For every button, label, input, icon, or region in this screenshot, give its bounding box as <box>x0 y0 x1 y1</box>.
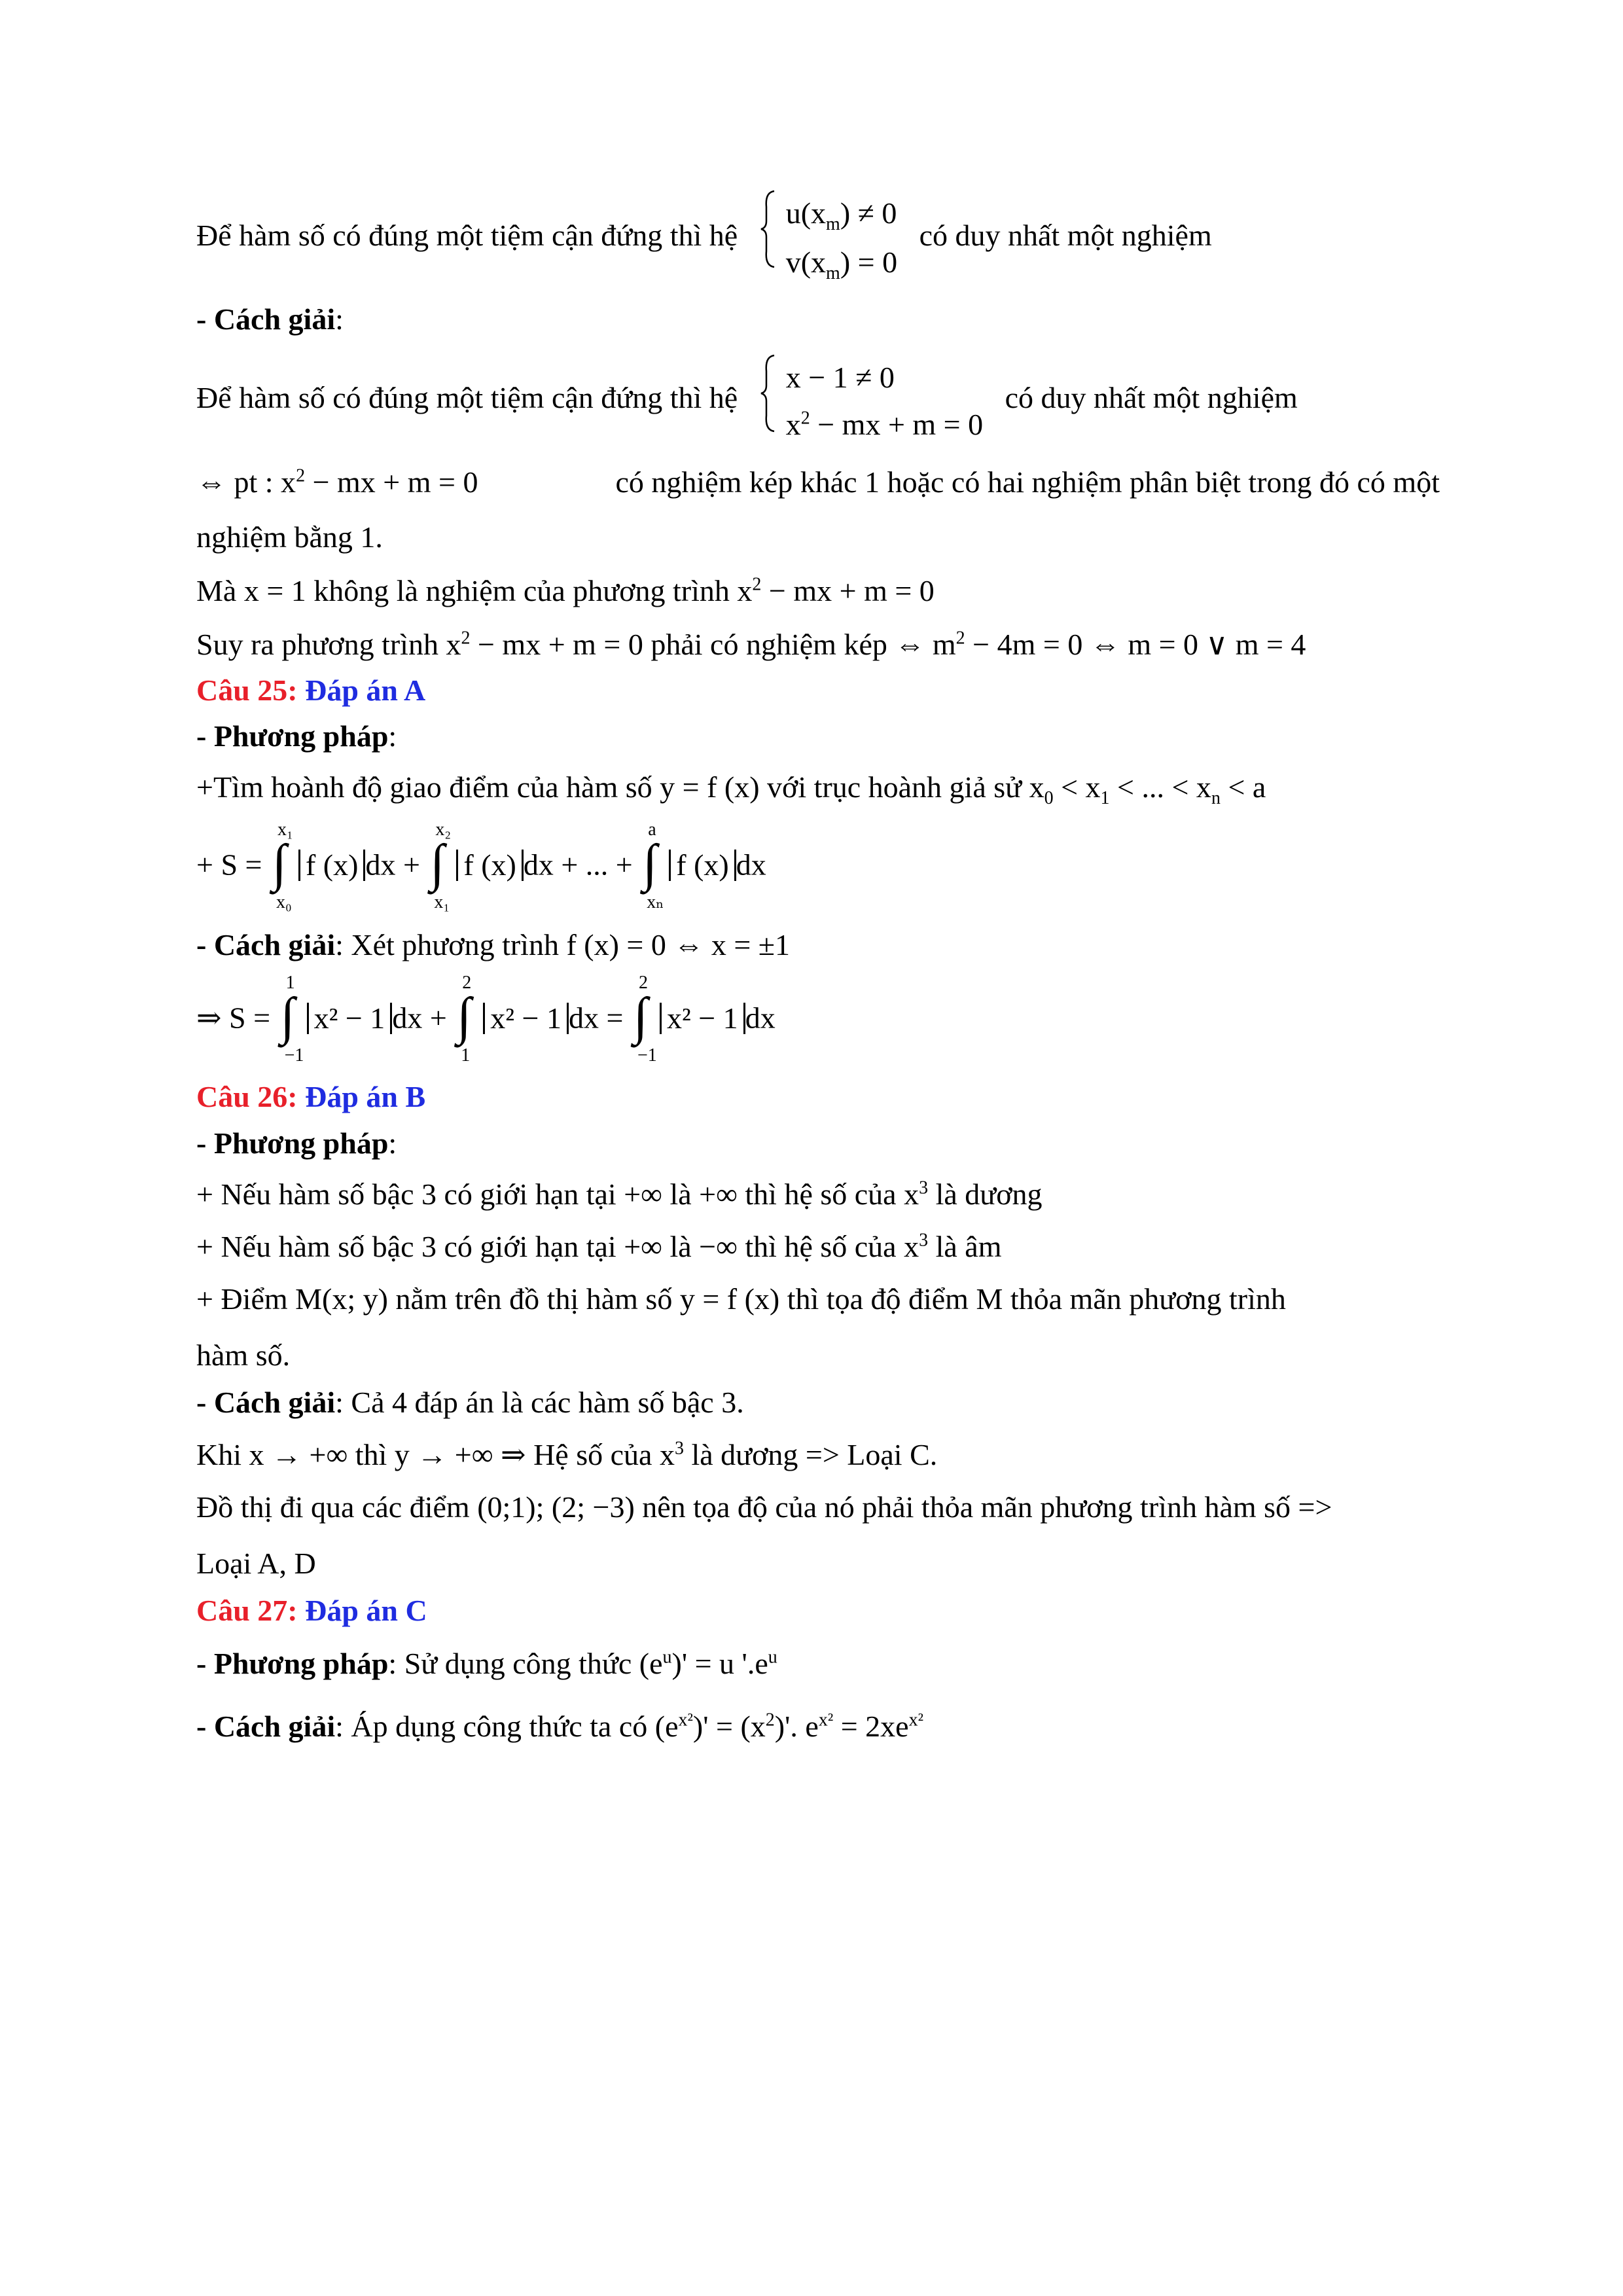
upper-limit: 2 <box>638 973 648 994</box>
paragraph-suy-ra <box>196 624 1440 665</box>
question-number: Câu 27: <box>196 1594 298 1628</box>
points-line: Đồ thị đi qua các điểm (0;1); (2; −3) nên tọa độ của nó phải thỏa mãn phương trình hàm số => <box>196 1490 1332 1524</box>
integral-icon: ∫ <box>457 988 472 1046</box>
phuong-phap-heading <box>196 716 1440 757</box>
sys-row-1: x − 1 ≠ 0 <box>785 361 895 395</box>
lower-limit: 1 <box>461 1045 471 1066</box>
text: dx + ... + <box>523 848 633 882</box>
text: − 4m = 0 ⇔ m = 0 ∨ m = 4 <box>965 628 1306 662</box>
text: dx = <box>569 1001 624 1035</box>
text: dx + <box>392 1001 447 1035</box>
equation-system <box>760 354 983 448</box>
text: + Nếu hàm số bậc 3 có giới hạn tại +∞ là +∞ thì hệ số của x <box>196 1177 919 1211</box>
label: - Phương pháp <box>196 1646 389 1680</box>
text: dx + <box>365 848 420 882</box>
text: dx <box>745 1001 776 1035</box>
brace-icon <box>760 354 777 433</box>
brace-icon <box>760 190 777 268</box>
paragraph-condition-2 <box>196 354 1440 448</box>
subscript: 0 <box>1044 788 1054 809</box>
label: - Phương pháp <box>196 1126 389 1160</box>
upper-limit: x₂ <box>435 819 452 840</box>
superscript: 3 <box>919 1230 929 1251</box>
text: < ... < x <box>1109 770 1211 804</box>
abs-expr: x² − 1 <box>307 1003 393 1034</box>
answer-label: Đáp án C <box>305 1594 427 1628</box>
question-number: Câu 26: <box>196 1080 298 1114</box>
text: ⇔ pt : x <box>196 465 296 499</box>
question-number: Câu 25: <box>196 673 298 708</box>
integral-2 <box>430 819 452 912</box>
text: Khi x → +∞ thì y → +∞ ⇒ Hệ số của x <box>196 1438 675 1472</box>
superscript: x² <box>908 1710 923 1731</box>
upper-limit: x₁ <box>277 819 293 840</box>
label: - Cách giải <box>196 1709 336 1743</box>
sys-row-2: x <box>785 407 801 441</box>
label: - Cách giải <box>196 1386 336 1420</box>
phuong-phap-heading <box>196 1123 1440 1164</box>
superscript: 2 <box>800 408 810 429</box>
superscript: 2 <box>955 628 965 649</box>
text: < x <box>1053 770 1101 804</box>
superscript: 3 <box>674 1438 684 1459</box>
text: Để hàm số có đúng một tiệm cận đứng thì hệ <box>196 381 738 415</box>
colon: : <box>388 1126 397 1160</box>
text: dx <box>736 848 766 882</box>
label: - Cách giải <box>196 302 336 336</box>
text: : Sử dụng công thức (e <box>388 1646 663 1680</box>
paragraph-condition-1 <box>196 190 1440 287</box>
upper-limit: a <box>648 819 656 840</box>
integral-1 <box>280 973 304 1066</box>
sys-row-2: v(x <box>785 245 827 279</box>
rule-point: + Điểm M(x; y) nằm trên đồ thị hàm số y = f (x) thì tọa độ điểm M thỏa mãn phương trình <box>196 1282 1286 1316</box>
paragraph-hoanh-do <box>196 767 1440 811</box>
superscript: 2 <box>461 628 471 649</box>
integral-3 <box>633 973 657 1066</box>
text: < a <box>1220 770 1266 804</box>
subscript: 1 <box>1100 788 1110 809</box>
cach-giai-25 <box>196 925 1440 965</box>
integral-icon: ∫ <box>272 834 287 893</box>
sys-row-2-rest: − mx + m = 0 <box>810 407 984 441</box>
limit-line <box>196 1435 1440 1475</box>
text: + S = <box>196 848 262 882</box>
equation-system <box>760 190 897 287</box>
text: là âm <box>928 1229 1002 1263</box>
question-26-heading <box>196 1077 1440 1117</box>
text: )'. e <box>774 1709 819 1743</box>
lower-limit: xₙ <box>647 891 664 912</box>
upper-limit: 1 <box>285 973 295 994</box>
text: − mx + m = 0 phải có nghiệm kép ⇔ m <box>470 628 956 662</box>
abs-expr: f (x) <box>456 850 523 881</box>
lower-limit: x₀ <box>276 891 292 912</box>
superscript: 2 <box>296 465 306 486</box>
text: Suy ra phương trình x <box>196 628 461 662</box>
question-25-heading <box>196 670 1440 711</box>
subscript: m <box>826 262 840 283</box>
label: - Cách giải <box>196 928 336 962</box>
sys-row-1-rest: ) ≠ 0 <box>840 196 897 230</box>
abs-expr: f (x) <box>669 850 736 881</box>
text: +Tìm hoành độ giao điểm của hàm số y = f (x) với trục hoành giả sử x <box>196 770 1044 804</box>
points-line-cont: Loại A, D <box>196 1547 316 1581</box>
colon: : <box>388 719 397 753</box>
paragraph-equivalence <box>196 462 1440 503</box>
cach-giai-heading <box>196 299 1440 340</box>
abs-expr: f (x) <box>298 850 365 881</box>
text: − mx + m = 0 <box>305 465 478 499</box>
text: )' = (x <box>692 1709 766 1743</box>
text: là dương <box>928 1177 1043 1211</box>
colon: : <box>335 302 344 336</box>
cach-giai-26 <box>196 1382 1440 1423</box>
text: − mx + m = 0 <box>761 574 935 608</box>
label: - Phương pháp <box>196 719 389 753</box>
lower-limit: −1 <box>284 1045 304 1066</box>
sys-row-2-rest: ) = 0 <box>840 245 898 279</box>
superscript: u <box>662 1647 672 1668</box>
phuong-phap-27 <box>196 1643 1440 1684</box>
rule-point-cont: hàm số. <box>196 1338 291 1372</box>
subscript: n <box>1211 788 1221 809</box>
text: có duy nhất một nghiệm <box>1005 381 1298 415</box>
lower-limit: −1 <box>637 1045 657 1066</box>
abs-expr: x² − 1 <box>660 1003 745 1034</box>
answer-label: Đáp án A <box>305 673 426 708</box>
text: là dương => Loại C. <box>683 1438 938 1472</box>
text: Mà x = 1 không là nghiệm của phương trình x <box>196 574 753 608</box>
integral-1 <box>272 819 294 912</box>
superscript: 2 <box>765 1710 775 1731</box>
text: ⇒ S = <box>196 1001 271 1035</box>
text: + Nếu hàm số bậc 3 có giới hạn tại +∞ là −∞ thì hệ số của x <box>196 1229 919 1263</box>
superscript: u <box>768 1647 777 1668</box>
text: : Xét phương trình f (x) = 0 ⇔ x = ±1 <box>335 928 791 962</box>
superscript: 3 <box>919 1177 929 1198</box>
abs-expr: x² − 1 <box>483 1003 569 1034</box>
subscript: m <box>826 214 840 235</box>
text: = 2xe <box>833 1709 909 1743</box>
question-27-heading <box>196 1590 1440 1631</box>
formula-area-result <box>196 973 1440 1070</box>
paragraph-line: nghiệm bằng 1. <box>196 520 383 554</box>
text: có duy nhất một nghiệm <box>919 219 1212 253</box>
integral-3 <box>643 819 665 912</box>
integral-icon: ∫ <box>280 988 295 1046</box>
answer-label: Đáp án B <box>305 1080 426 1114</box>
integral-icon: ∫ <box>643 834 658 893</box>
upper-limit: 2 <box>462 973 472 994</box>
paragraph-ma <box>196 571 1440 611</box>
text: có nghiệm kép khác 1 hoặc có hai nghiệm phân biệt trong đó có một <box>615 465 1440 499</box>
integral-2 <box>457 973 479 1066</box>
superscript: x² <box>678 1710 693 1731</box>
rule-positive <box>196 1174 1440 1215</box>
rule-negative <box>196 1227 1440 1267</box>
text: Để hàm số có đúng một tiệm cận đứng thì hệ <box>196 219 738 253</box>
sys-row-1: u(x <box>785 196 827 230</box>
formula-area-general <box>196 819 1440 917</box>
text: : Cả 4 đáp án là các hàm số bậc 3. <box>335 1386 744 1420</box>
integral-icon: ∫ <box>633 988 648 1046</box>
integral-icon: ∫ <box>430 834 445 893</box>
document-page <box>196 190 1440 1747</box>
lower-limit: x₁ <box>434 891 450 912</box>
cach-giai-27 <box>196 1706 1440 1747</box>
superscript: x² <box>818 1710 834 1731</box>
superscript: 2 <box>752 574 762 595</box>
text: : Áp dụng công thức ta có (e <box>335 1709 679 1743</box>
text: )' = u '.e <box>671 1646 768 1680</box>
